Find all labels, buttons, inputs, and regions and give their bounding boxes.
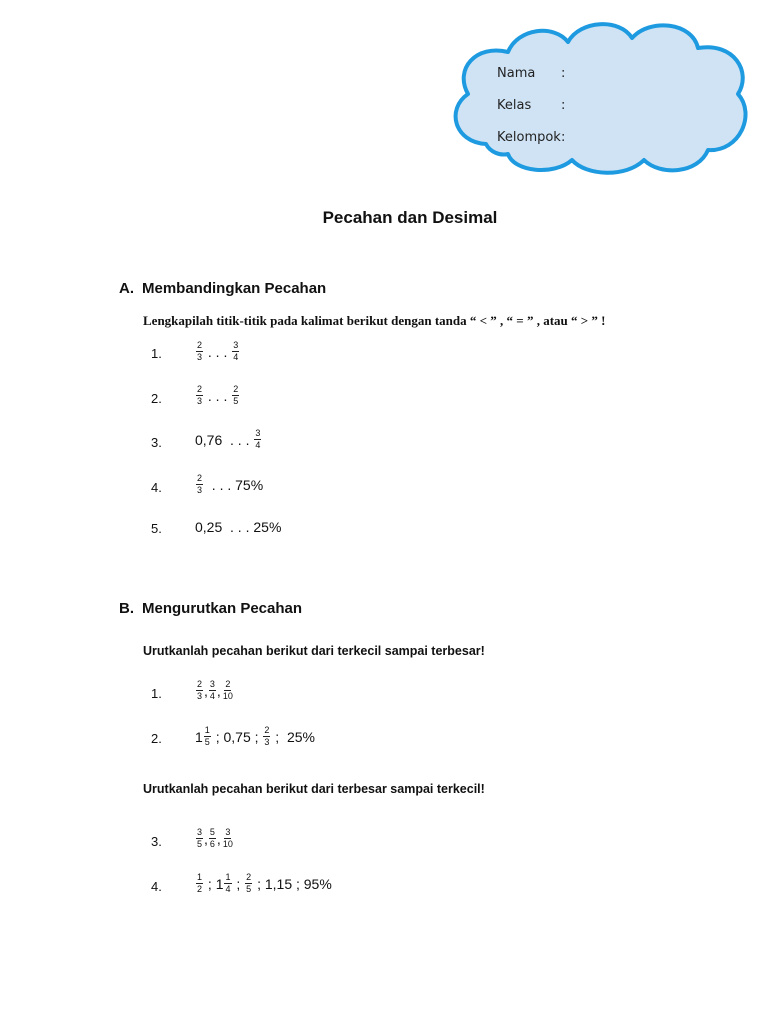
fraction: $\frac{2}{3}$ [197,384,203,406]
blank-dots: . . . [204,343,232,360]
fraction: $\frac{2}{5}$ [233,384,239,406]
fraction: $\frac{1}{2}$ [197,872,203,894]
fraction: $\frac{3}{4}$ [209,679,215,701]
section-a-letter: A. [119,280,134,297]
fraction: $\frac{3}{4}$ [233,340,239,362]
decimal-value: ; 0,75 ; [211,728,263,745]
section-a-title: Membandingkan Pecahan [142,280,327,297]
class-label: Kelas [497,98,532,113]
comparison-expression [195,474,263,495]
item-number: 3. [151,834,162,849]
blank-dots: . . . [222,431,254,448]
fraction: $\frac{3}{4}$ [255,428,261,450]
fraction: $\frac{2}{3}$ [264,725,270,747]
separator: , [204,830,208,847]
fraction: $\frac{1}{5}$ [204,725,210,747]
fraction: $\frac{2}{3}$ [197,473,203,495]
fraction: $\frac{3}{5}$ [197,827,203,849]
separator: , [216,682,221,699]
mixed-whole: 1 [195,728,203,745]
fraction: $\frac{2}{3}$ [197,340,203,362]
ordering-expression [195,828,235,849]
name-colon: : [561,66,566,81]
blank-dots: . . . [204,387,232,404]
ordering-expression [195,873,332,894]
item-number: 4. [151,879,162,894]
blank-dots: . . . [204,476,236,493]
cloud-name-box [446,14,758,180]
decimal-value: 0,76 [195,431,223,448]
item-number: 2. [151,391,162,406]
section-b-instruction-ascending: Urutkanlah pecahan berikut dari terkecil sampai terbesar! [143,644,485,658]
name-label: Nama [497,66,536,81]
comparison-expression [195,429,262,450]
fraction: $\frac{3}{10}$ [222,827,233,849]
section-a-instruction: Lengkapilah titik-titik pada kalimat berikut dengan tanda “ < ” , “ = ” , atau “ > ” ! [143,313,606,328]
group-label: Kelompok [497,130,561,145]
ordering-expression [195,726,315,747]
decimal-value: 0,25 [195,519,223,535]
section-b-title: Mengurutkan Pecahan [142,600,303,617]
separator: , [204,682,208,699]
comparison-expression [195,385,240,406]
ordering-expression [195,680,235,701]
fraction: $\frac{5}{6}$ [209,827,215,849]
decimal-percent-values: ; 1,15 ; 95% [253,875,332,892]
fraction: $\frac{2}{10}$ [222,679,233,701]
section-b-instruction-descending: Urutkanlah pecahan berikut dari terbesar sampai terkecil! [143,782,485,796]
class-colon: : [561,98,566,113]
item-number: 4. [151,480,162,495]
percent-value: 25% [253,519,282,535]
item-number: 5. [151,521,162,536]
section-b-letter: B. [119,600,134,617]
percent-value: 75% [235,476,264,493]
item-number: 3. [151,435,162,450]
section-a-heading [119,280,326,297]
fraction: $\frac{2}{3}$ [197,679,203,701]
separator: ; [204,875,216,892]
comparison-expression [195,341,240,362]
section-b-heading [119,600,302,617]
page-title: Pecahan dan Desimal [322,208,498,227]
group-colon: : [561,130,566,145]
fraction: $\frac{2}{5}$ [246,872,252,894]
separator: , [216,830,221,847]
item-number: 2. [151,731,162,746]
separator: ; [232,875,245,892]
comparison-expression [195,519,281,535]
percent-value: ; 25% [271,728,316,745]
blank-dots: . . . [222,519,254,535]
fraction: $\frac{1}{4}$ [225,872,231,894]
item-number: 1. [151,686,162,701]
mixed-whole: 1 [215,875,224,892]
item-number: 1. [151,346,162,361]
